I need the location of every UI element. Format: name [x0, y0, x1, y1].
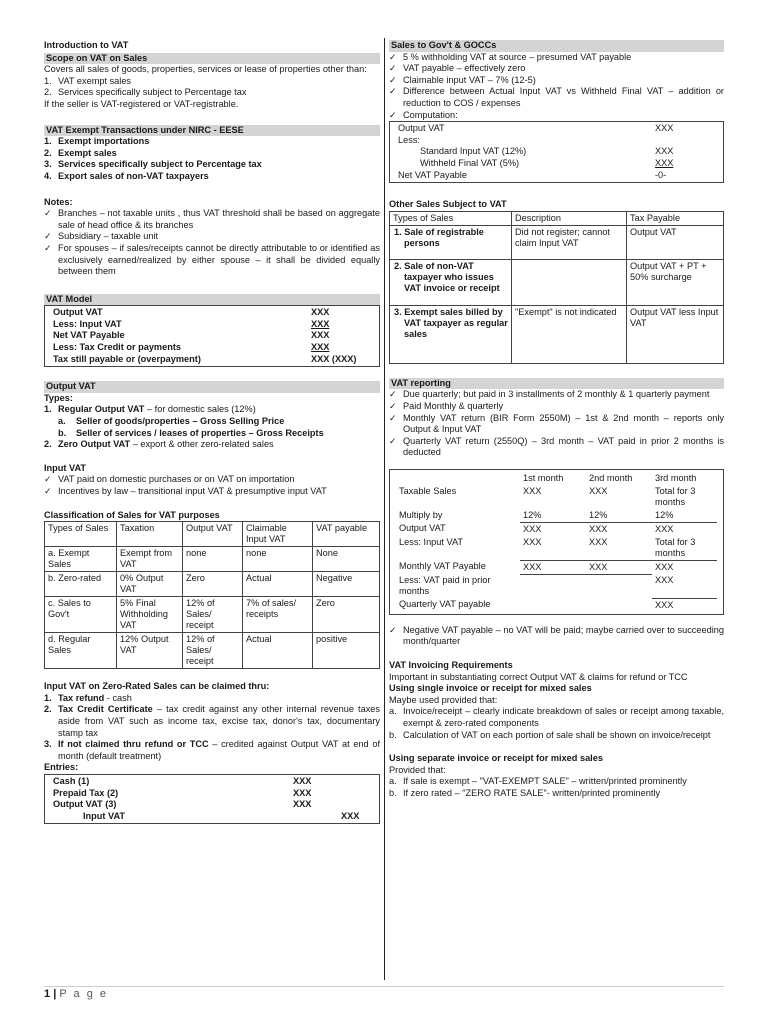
table-row: Less: Tax Credit or payments XXX [53, 342, 330, 353]
table-row: Output VAT XXX [53, 307, 330, 318]
table-row: 3. Exempt sales billed by VAT taxpayer as regular sales "Exempt" is not indicated Output VAT less Input VAT [390, 305, 724, 363]
check-icon: ✓ [389, 86, 397, 97]
list-item: 1. VAT exempt sales [44, 75, 132, 86]
check-icon: ✓ [389, 389, 397, 400]
column-divider [384, 38, 385, 980]
negative-vat-note: ✓ Negative VAT payable – no VAT will be paid; maybe carried over to succeeding month/quarter [389, 624, 724, 647]
table-row: 2. Sale of non-VAT taxpayer who issues VAT invoice or receipt Output VAT + PT + 50% surcharge [390, 259, 724, 305]
table-row: d. Regular Sales 12% Output VAT 12% of Sales/ receipt Actual positive [45, 633, 380, 669]
check-icon: ✓ [44, 208, 52, 219]
list-item: ✓ Claimable input VAT – 7% (12-5) [389, 74, 536, 85]
check-icon: ✓ [389, 435, 397, 446]
table-row: c. Sales to Gov't 5% Final Withholding VAT 12% of Sales/ receipt 7% of sales/ receipts Zero [45, 597, 380, 633]
table-row: Types of Sales Taxation Output VAT Claimable Input VAT VAT payable [45, 522, 380, 547]
page-label: P a g e [59, 988, 108, 1000]
table-row: Tax still payable or (overpayment) XXX (XXX) [53, 353, 357, 364]
check-icon: ✓ [389, 74, 397, 85]
other-sales-title: Other Sales Subject to VAT [389, 199, 507, 210]
list-item: 1. Regular Output VAT – for domestic sales (12%) [44, 404, 256, 415]
list-item: 1. Exempt importations [44, 136, 150, 147]
list-item: ✓ VAT paid on domestic purchases or on VAT on importation [44, 474, 295, 485]
check-icon: ✓ [389, 412, 397, 423]
list-item: a. Invoice/receipt – clearly indicate breakdown of sales or receipt among taxable, exempt & zero-rated components [389, 706, 724, 729]
table-row: Net VAT Payable -0- [398, 169, 667, 180]
table-row: Cash (1) XXX [53, 775, 312, 786]
scope-note: If the seller is VAT-registered or VAT-registrable. [44, 98, 239, 109]
list-item: b. If zero rated – "ZERO RATE SALE"- written/printed prominently [389, 788, 661, 798]
check-icon: ✓ [389, 51, 397, 62]
page-footer [44, 986, 724, 1001]
table-row: Less: VAT paid in prior months XXX [396, 574, 717, 598]
vat-model-table [44, 305, 380, 367]
table-row: Input VAT XXX [83, 810, 360, 821]
single-invoice-title: Using single invoice or receipt for mixed sales [389, 683, 592, 694]
left-column [44, 40, 380, 824]
invoicing-text: Important in substantiating correct Output VAT & claims for refund or TCC [389, 671, 688, 682]
table-row: Less: [398, 134, 420, 145]
table-row: Prepaid Tax (2) XXX [53, 787, 312, 798]
list-item: ✓ Due quarterly; but paid in 3 installments of 2 monthly & 1 quarterly payment [389, 389, 710, 400]
exempt-header: VAT Exempt Transactions under NIRC - EESE [44, 125, 380, 137]
check-icon: ✓ [44, 486, 52, 496]
scope-header: Scope on VAT on Sales [44, 53, 380, 65]
table-row: Output VAT XXX XXX XXX [399, 523, 674, 534]
table-row: a. Exempt Sales Exempt from VAT none none None [45, 547, 380, 572]
table-row: Multiply by 12% 12% 12% [396, 509, 717, 523]
classification-title: Classification of Sales for VAT purposes [44, 509, 220, 520]
vat-reporting-table [389, 469, 724, 615]
table-row: Less: Input VAT XXX XXX Total for 3 months [396, 536, 717, 561]
list-item: 3. Services specifically subject to Percentage tax [44, 159, 262, 170]
invoicing-header: VAT Invoicing Requirements [389, 660, 513, 671]
table-row: Monthly VAT Payable XXX XXX XXX [396, 560, 717, 574]
check-icon: ✓ [44, 231, 52, 242]
table-row: Output VAT XXX [398, 123, 674, 134]
table-row: b. Zero-rated 0% Output VAT Zero Actual Negative [45, 572, 380, 597]
check-icon: ✓ [44, 242, 52, 253]
scope-text: Covers all sales of goods, properties, services or lease of properties other than: [44, 64, 367, 75]
list-item: ✓ Incentives by law – transitional input VAT & presumptive input VAT [44, 486, 327, 496]
list-item: 2. Zero Output VAT – export & other zero-related sales [44, 439, 274, 450]
separate-invoice-sub: Provided that: [389, 764, 446, 775]
classification-table [44, 521, 380, 669]
table-row: Quarterly VAT payable XXX [399, 599, 674, 610]
list-item: ✓ VAT payable – effectively zero [389, 63, 526, 74]
single-invoice-sub: Maybe used provided that: [389, 694, 498, 705]
check-icon: ✓ [389, 624, 397, 635]
input-vat-label: Input VAT [44, 462, 87, 473]
list-item: ✓ For spouses – if sales/receipts cannot be directly attributable to or identified as exclusively earned/realized by either spouse – it shall be divided equally between them [44, 242, 380, 277]
list-item: a. Seller of goods/properties – Gross Selling Price [58, 416, 285, 427]
computation-table [389, 121, 724, 183]
check-icon: ✓ [44, 474, 52, 485]
page-number: 1 [44, 988, 51, 1000]
check-icon: ✓ [389, 63, 397, 74]
table-row: Standard Input VAT (12%) XXX [420, 146, 674, 157]
list-item: 2. Tax Credit Certificate – tax credit against any other internal revenue taxes aside from VAT such as income tax, excise tax, donor's tax, documentary stamp tax [44, 704, 381, 738]
other-sales-table [389, 211, 724, 364]
list-item: 2. Services specifically subject to Percentage tax [44, 87, 247, 98]
table-row: 1st month 2nd month 3rd month [523, 472, 697, 483]
list-item: ✓ Branches – not taxable units , thus VAT threshold shall be based on aggregate sale of head office & its branches [44, 208, 380, 230]
doc-title: Introduction to VAT [44, 40, 129, 50]
list-item: ✓ Difference between Actual Input VAT vs Withheld Final VAT – addition or reduction to COS / expenses [389, 86, 724, 108]
list-item: ✓ Monthly VAT return (BIR Form 2550M) – 1st & 2nd month – reports only Output & Input VAT [389, 412, 724, 435]
vat-model-header: VAT Model [44, 294, 380, 306]
list-item: ✓ Paid Monthly & quarterly [389, 400, 504, 411]
check-icon: ✓ [389, 109, 397, 120]
entries-table [44, 774, 380, 824]
table-row: Types of Sales Description Tax Payable [390, 211, 724, 225]
list-item: 3. If not claimed thru refund or TCC – credited against Output VAT at end of month (default treatment) [44, 739, 380, 761]
table-row: Taxable Sales XXX XXX Total for 3 months [399, 485, 696, 507]
zero-rated-title: Input VAT on Zero-Rated Sales can be claimed thru: [44, 681, 270, 692]
list-item: a. If sale is exempt – "VAT-EXEMPT SALE" – written/printed prominently [389, 776, 687, 787]
table-row: 1. Sale of registrable persons Did not register; cannot claim Input VAT Output VAT [390, 225, 724, 259]
list-item: 4. Export sales of non-VAT taxpayers [44, 170, 209, 181]
output-vat-header: Output VAT [44, 381, 380, 393]
footer-separator: | [53, 988, 57, 1000]
notes-label: Notes: [44, 196, 73, 207]
gov-sales-header: Sales to Gov't & GOCCs [389, 40, 724, 52]
list-item: 2. Exempt sales [44, 147, 117, 158]
types-label: Types: [44, 392, 73, 403]
check-icon: ✓ [389, 400, 397, 411]
table-row: Output VAT (3) XXX [53, 799, 312, 810]
separate-invoice-title: Using separate invoice or receipt for mixed sales [389, 753, 603, 764]
table-row: Net VAT Payable XXX [53, 330, 330, 341]
list-item: ✓ 5 % withholding VAT at source – presumed VAT payable [389, 51, 632, 62]
list-item: ✓ Computation: [389, 109, 458, 120]
list-item: ✓ Quarterly VAT return (2550Q) – 3rd month – VAT paid in prior 2 months is deducted [389, 435, 724, 458]
entries-label: Entries: [44, 762, 79, 773]
table-row: Withheld Final VAT (5%) XXX [420, 157, 674, 168]
list-item: b. Calculation of VAT on each portion of sale shall be shown on invoice/receipt [389, 729, 711, 740]
table-row: Less: Input VAT XXX [53, 318, 330, 329]
vat-reporting-header: VAT reporting [389, 378, 724, 390]
right-column [389, 40, 724, 800]
list-item: 1. Tax refund - cash [44, 692, 132, 703]
list-item: b. Seller of services / leases of properties – Gross Receipts [58, 427, 324, 438]
list-item: ✓ Subsidiary – taxable unit [44, 231, 159, 242]
